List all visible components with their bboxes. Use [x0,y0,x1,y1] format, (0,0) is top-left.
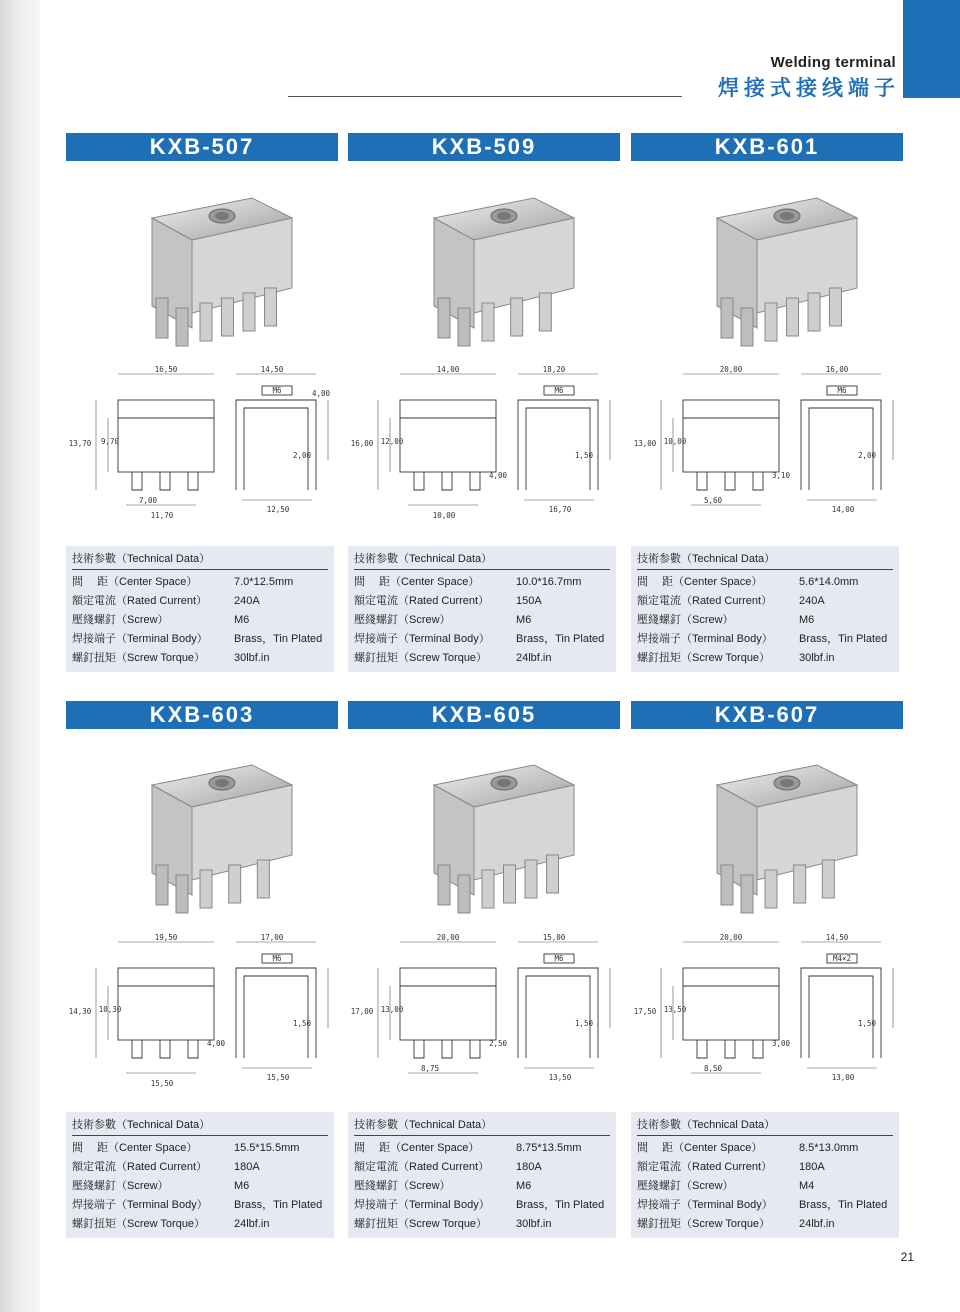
spec-label: 額定電流（Rated Current） [72,595,208,607]
corner-accent-block [903,0,960,98]
dim-screw-label: M6 [554,386,564,395]
spec-row-torque [72,1215,328,1234]
spec-row-screw [637,611,893,630]
spec-label: 額定電流（Rated Current） [354,1161,490,1173]
drawing-lines [661,942,893,1073]
spec-label: 螺釘扭矩（Screw Torque） [354,652,488,664]
spec-label: 間 距（Center Space） [354,576,480,588]
dim-height-2: 13,70 [68,439,92,448]
header-title-en: Welding terminal [770,54,896,71]
spec-value: Brass，Tin Plated [799,633,888,645]
spec-label: 焊接端子（Terminal Body） [72,633,208,645]
dim-front-width: 14,00 [436,365,460,374]
spec-value: Brass，Tin Plated [516,633,605,645]
spec-label: 壓綫螺釘（Screw） [354,1180,451,1192]
spec-row-current [637,1158,893,1177]
spec-row-center [354,573,610,592]
product-title-bar: KXB-507 [66,133,338,161]
spec-row-current [354,1158,610,1177]
spec-row-screw [354,611,610,630]
dim-slot: 2,50 [488,1039,508,1048]
spec-row-center [637,1139,893,1158]
spec-value: 30lbf.in [516,1218,552,1230]
header-title-zh: 焊接式接线端子 [718,77,900,100]
spec-row-torque [354,1215,610,1234]
dim-screw-label: M6 [837,386,847,395]
spec-value: Brass，Tin Plated [234,1199,323,1211]
spec-row-body [72,630,328,649]
dim-side-width: 14,50 [825,933,849,942]
drawing-lines [661,374,893,505]
dim-slot: 4,00 [206,1039,226,1048]
spec-label: 壓綫螺釘（Screw） [354,614,451,626]
dim-height-2: 13,00 [633,439,657,448]
technical-drawing [66,360,338,530]
page-edge-shading [0,0,40,1312]
dim-slot: 3,00 [771,1039,791,1048]
spec-row-center [72,573,328,592]
spec-label: 壓綫螺釘（Screw） [72,1180,169,1192]
dim-bottom-front: 10,00 [432,511,456,520]
spec-row-current [72,592,328,611]
spec-value: M6 [799,614,815,626]
spec-row-body [72,1196,328,1215]
spec-value: 5.6*14.0mm [799,576,859,588]
technical-drawing [66,928,338,1098]
dim-front-width: 19,50 [154,933,178,942]
dim-pitch: 8,50 [703,1064,723,1073]
product-photo [364,178,604,368]
spec-value: 10.0*16.7mm [516,576,582,588]
dim-bottom-side: 14,00 [831,505,855,514]
dim-bottom-front: 11,70 [150,511,174,520]
dim-screw-label: M6 [272,954,282,963]
dim-screw-label: M6 [272,386,282,395]
dim-inner: 1,50 [857,1019,877,1028]
spec-value: 150A [516,595,542,607]
dim-height-1: 12,00 [380,437,404,446]
spec-value: 8.75*13.5mm [516,1142,582,1154]
spec-label: 螺釘扭矩（Screw Torque） [72,1218,206,1230]
spec-label: 焊接端子（Terminal Body） [354,633,490,645]
spec-table [348,546,616,672]
spec-value: 180A [799,1161,825,1173]
dim-bottom-side: 15,50 [266,1073,290,1082]
product-photo [647,745,887,935]
spec-table [631,1112,899,1238]
spec-row-center [354,1139,610,1158]
spec-row-body [637,1196,893,1215]
dim-bottom-side: 13,00 [831,1073,855,1082]
dim-front-width: 16,50 [154,365,178,374]
spec-value: 24lbf.in [234,1218,270,1230]
spec-table [631,546,899,672]
spec-value: 30lbf.in [799,652,835,664]
spec-value: 24lbf.in [516,652,552,664]
spec-value: M6 [516,1180,532,1192]
spec-label: 壓綫螺釘（Screw） [637,1180,734,1192]
product-photo [82,745,322,935]
spec-value: M4 [799,1180,815,1192]
spec-value: M6 [516,614,532,626]
dim-height-1: 9,70 [100,437,120,446]
spec-row-current [72,1158,328,1177]
product-photo [647,178,887,368]
dim-height-1: 10,00 [663,437,687,446]
spec-label: 間 距（Center Space） [354,1142,480,1154]
spec-label: 間 距（Center Space） [72,1142,198,1154]
spec-table-header: 技術参數（Technical Data） [354,1116,610,1136]
dim-screw-label: M4×2 [832,954,852,963]
terminal-photo-shape [152,198,292,346]
terminal-photo-shape [434,198,574,346]
product-title-bar: KXB-603 [66,701,338,729]
terminal-photo-shape [717,765,857,913]
dim-height-1: 13,00 [380,1005,404,1014]
spec-row-center [637,573,893,592]
spec-value: Brass，Tin Plated [516,1199,605,1211]
spec-label: 焊接端子（Terminal Body） [637,633,773,645]
dim-bottom-side: 12,50 [266,505,290,514]
spec-row-center [72,1139,328,1158]
dim-side-width: 15,00 [542,933,566,942]
header-rule [288,96,682,97]
spec-row-torque [72,649,328,668]
spec-value: 240A [799,595,825,607]
dim-inner: 1,50 [574,1019,594,1028]
dim-height-2: 14,30 [68,1007,92,1016]
spec-label: 額定電流（Rated Current） [72,1161,208,1173]
spec-label: 焊接端子（Terminal Body） [72,1199,208,1211]
product-title-bar: KXB-509 [348,133,620,161]
spec-table [66,546,334,672]
spec-row-torque [354,649,610,668]
spec-label: 螺釘扭矩（Screw Torque） [354,1218,488,1230]
dim-height-2: 17,50 [633,1007,657,1016]
spec-label: 間 距（Center Space） [637,576,763,588]
terminal-photo-shape [434,765,574,913]
dim-slot: 4,00 [488,471,508,480]
drawing-lines [378,942,610,1073]
spec-row-screw [72,611,328,630]
technical-drawing [348,928,620,1098]
spec-value: 180A [516,1161,542,1173]
dim-top-height: 4,00 [311,389,331,398]
dim-height-1: 10,30 [98,1005,122,1014]
spec-row-screw [637,1177,893,1196]
spec-value: 24lbf.in [799,1218,835,1230]
page-number: 21 [900,1250,914,1264]
spec-row-body [637,630,893,649]
terminal-photo-shape [717,198,857,346]
product-photo [82,178,322,368]
spec-label: 額定電流（Rated Current） [637,1161,773,1173]
product-title-bar: KXB-607 [631,701,903,729]
spec-table-header: 技術参數（Technical Data） [637,1116,893,1136]
technical-drawing [631,360,903,530]
dim-inner: 1,50 [292,1019,312,1028]
spec-label: 間 距（Center Space） [637,1142,763,1154]
spec-label: 螺釘扭矩（Screw Torque） [637,652,771,664]
spec-value: 7.0*12.5mm [234,576,294,588]
spec-row-body [354,630,610,649]
dim-bottom-front: 15,50 [150,1079,174,1088]
dim-inner: 2,00 [292,451,312,460]
dim-height-1: 13,50 [663,1005,687,1014]
dim-bottom-side: 13,50 [548,1073,572,1082]
spec-value: 180A [234,1161,260,1173]
drawing-lines [378,374,610,505]
spec-value: 15.5*15.5mm [234,1142,300,1154]
spec-value: M6 [234,1180,250,1192]
dim-pitch: 7,00 [138,496,158,505]
spec-table-header: 技術参數（Technical Data） [354,550,610,570]
spec-label: 壓綫螺釘（Screw） [72,614,169,626]
dim-slot: 3,10 [771,471,791,480]
spec-label: 螺釘扭矩（Screw Torque） [72,652,206,664]
spec-label: 額定電流（Rated Current） [354,595,490,607]
product-photo [364,745,604,935]
dim-bottom-side: 16,70 [548,505,572,514]
dim-front-width: 20,00 [436,933,460,942]
dim-screw-label: M6 [554,954,564,963]
dim-front-width: 20,00 [719,365,743,374]
spec-table [348,1112,616,1238]
spec-table [66,1112,334,1238]
dim-inner: 2,00 [857,451,877,460]
dim-inner: 1,50 [574,451,594,460]
spec-value: M6 [234,614,250,626]
spec-value: 8.5*13.0mm [799,1142,859,1154]
spec-value: Brass，Tin Plated [234,633,323,645]
spec-row-screw [354,1177,610,1196]
spec-table-header: 技術参數（Technical Data） [72,1116,328,1136]
dim-side-width: 18,20 [542,365,566,374]
drawing-lines [96,374,328,505]
spec-row-current [354,592,610,611]
drawing-lines [96,942,328,1073]
spec-value: 240A [234,595,260,607]
dim-pitch: 8,75 [420,1064,440,1073]
spec-value: Brass，Tin Plated [799,1199,888,1211]
dim-height-2: 17,00 [350,1007,374,1016]
spec-row-torque [637,1215,893,1234]
spec-label: 額定電流（Rated Current） [637,595,773,607]
spec-row-current [637,592,893,611]
spec-value: 30lbf.in [234,652,270,664]
dim-side-width: 16,00 [825,365,849,374]
technical-drawing [631,928,903,1098]
dim-front-width: 20,00 [719,933,743,942]
spec-row-torque [637,649,893,668]
spec-label: 壓綫螺釘（Screw） [637,614,734,626]
spec-label: 焊接端子（Terminal Body） [354,1199,490,1211]
product-title-bar: KXB-605 [348,701,620,729]
dim-pitch: 5,60 [703,496,723,505]
spec-table-header: 技術参數（Technical Data） [637,550,893,570]
spec-label: 螺釘扭矩（Screw Torque） [637,1218,771,1230]
spec-table-header: 技術参數（Technical Data） [72,550,328,570]
terminal-photo-shape [152,765,292,913]
dim-side-width: 17,00 [260,933,284,942]
spec-label: 焊接端子（Terminal Body） [637,1199,773,1211]
dim-side-width: 14,50 [260,365,284,374]
technical-drawing [348,360,620,530]
spec-label: 間 距（Center Space） [72,576,198,588]
dim-height-2: 16,00 [350,439,374,448]
spec-row-screw [72,1177,328,1196]
spec-row-body [354,1196,610,1215]
product-title-bar: KXB-601 [631,133,903,161]
